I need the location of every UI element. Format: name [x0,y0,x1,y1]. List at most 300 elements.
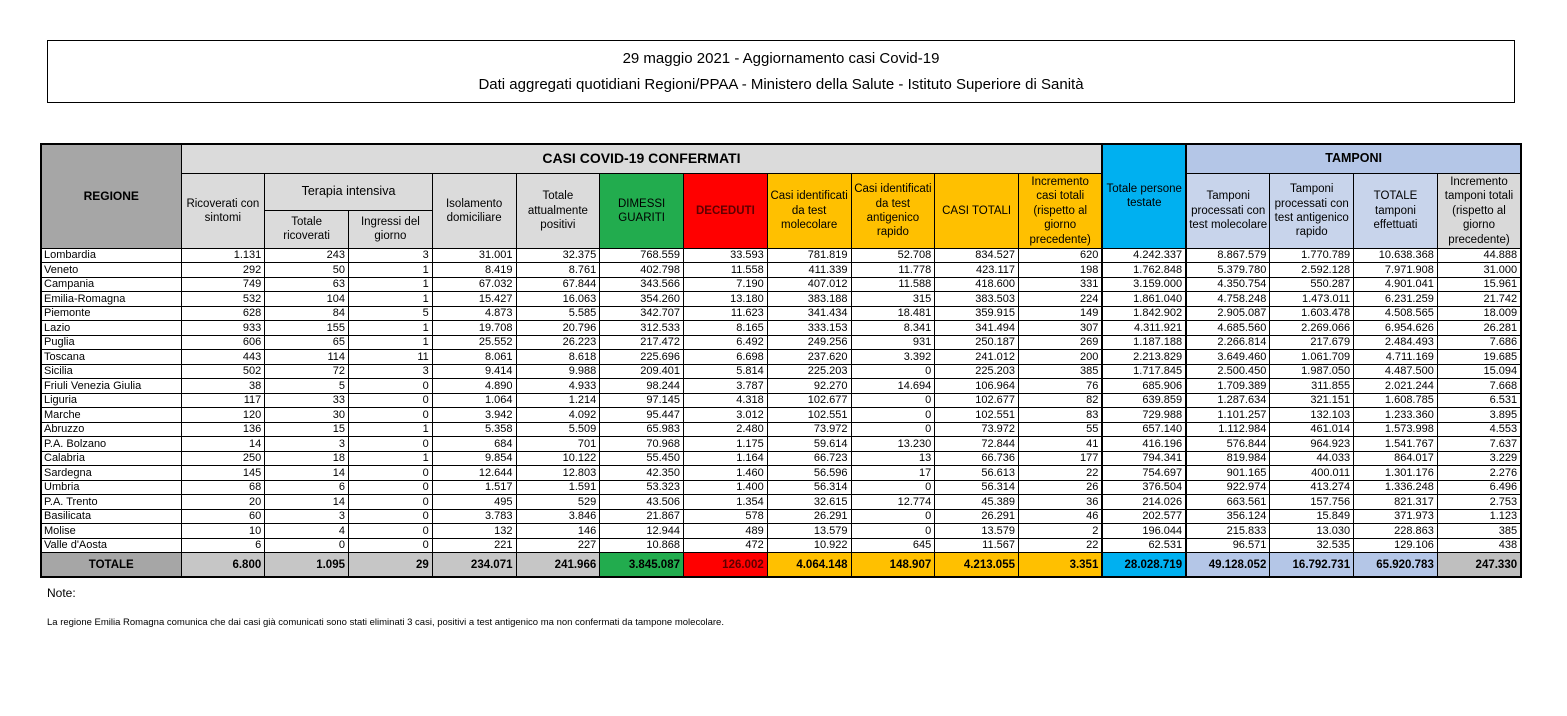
value-cell: 864.017 [1354,451,1438,466]
value-cell: 2 [1019,524,1103,539]
value-cell: 13.579 [767,524,851,539]
value-cell: 4.890 [432,379,516,394]
col-header-tamponi-antigenico: Tamponi processati con test antigenico rapido [1270,174,1354,249]
value-cell: 11.778 [851,263,935,278]
value-cell: 834.527 [935,248,1019,263]
value-cell: 4 [265,524,349,539]
value-cell: 32.615 [767,495,851,510]
value-cell: 1.301.176 [1354,466,1438,481]
table-row [41,248,1521,263]
value-cell: 3.649.460 [1186,350,1270,365]
value-cell: 214.026 [1102,495,1186,510]
value-cell: 2.500.450 [1186,364,1270,379]
value-cell: 620 [1019,248,1103,263]
value-cell: 149 [1019,306,1103,321]
value-cell: 495 [432,495,516,510]
region-name: Lazio [41,321,181,336]
value-cell: 418.600 [935,277,1019,292]
total-value-cell: 16.792.731 [1270,553,1354,578]
value-cell: 42.350 [600,466,684,481]
value-cell: 14.694 [851,379,935,394]
total-value-cell: 6.800 [181,553,265,578]
value-cell: 4.311.921 [1102,321,1186,336]
value-cell: 31.001 [432,248,516,263]
col-header-casi-totali: CASI TOTALI [935,174,1019,249]
value-cell: 438 [1437,538,1521,553]
value-cell: 1.608.785 [1354,393,1438,408]
value-cell: 52.708 [851,248,935,263]
value-cell: 4.873 [432,306,516,321]
value-cell: 104 [265,292,349,307]
value-cell: 1.354 [684,495,768,510]
value-cell: 66.723 [767,451,851,466]
value-cell: 44.033 [1270,451,1354,466]
value-cell: 14 [265,466,349,481]
value-cell: 70.968 [600,437,684,452]
table-row [41,408,1521,423]
value-cell: 7.971.908 [1354,263,1438,278]
value-cell: 41 [1019,437,1103,452]
value-cell: 1.709.389 [1186,379,1270,394]
report-title: 29 maggio 2021 - Aggiornamento casi Covid-19 [622,50,940,67]
value-cell: 354.260 [600,292,684,307]
value-cell: 7.668 [1437,379,1521,394]
value-cell: 32.535 [1270,538,1354,553]
value-cell: 198 [1019,263,1103,278]
value-cell: 20 [181,495,265,510]
value-cell: 3.846 [516,509,600,524]
group-header-terapia-intensiva: Terapia intensiva [265,174,433,211]
value-cell: 3.783 [432,509,516,524]
value-cell: 6.954.626 [1354,321,1438,336]
value-cell: 6 [181,538,265,553]
table-row [41,306,1521,321]
value-cell: 68 [181,480,265,495]
table-row [41,451,1521,466]
value-cell: 241.012 [935,350,1019,365]
region-name: Basilicata [41,509,181,524]
value-cell: 4.508.565 [1354,306,1438,321]
region-name: P.A. Trento [41,495,181,510]
value-cell: 82 [1019,393,1103,408]
value-cell: 819.984 [1186,451,1270,466]
value-cell: 0 [265,538,349,553]
col-header-isolamento: Isolamento domiciliare [432,174,516,249]
value-cell: 62.531 [1102,538,1186,553]
value-cell: 177 [1019,451,1103,466]
value-cell: 532 [181,292,265,307]
value-cell: 30 [265,408,349,423]
value-cell: 18 [265,451,349,466]
value-cell: 102.551 [935,408,1019,423]
value-cell: 96.571 [1186,538,1270,553]
value-cell: 1.064 [432,393,516,408]
region-name: Campania [41,277,181,292]
value-cell: 1 [349,292,433,307]
value-cell: 224 [1019,292,1103,307]
value-cell: 2.266.814 [1186,335,1270,350]
value-cell: 9.988 [516,364,600,379]
value-cell: 385 [1019,364,1103,379]
value-cell: 269 [1019,335,1103,350]
value-cell: 472 [684,538,768,553]
col-header-dimessi-guariti: DIMESSI GUARITI [600,174,684,249]
value-cell: 217.679 [1270,335,1354,350]
value-cell: 8.061 [432,350,516,365]
notes-section [47,586,724,628]
value-cell: 1.123 [1437,509,1521,524]
value-cell: 0 [349,480,433,495]
value-cell: 645 [851,538,935,553]
value-cell: 3.942 [432,408,516,423]
value-cell: 1 [349,321,433,336]
value-cell: 26.291 [767,509,851,524]
value-cell: 13.180 [684,292,768,307]
value-cell: 225.203 [935,364,1019,379]
value-cell: 46 [1019,509,1103,524]
value-cell: 606 [181,335,265,350]
value-cell: 657.140 [1102,422,1186,437]
value-cell: 3.895 [1437,408,1521,423]
value-cell: 3 [349,248,433,263]
value-cell: 95.447 [600,408,684,423]
value-cell: 10 [181,524,265,539]
value-cell: 22 [1019,538,1103,553]
value-cell: 1.603.478 [1270,306,1354,321]
value-cell: 416.196 [1102,437,1186,452]
value-cell: 4.711.169 [1354,350,1438,365]
value-cell: 38 [181,379,265,394]
value-cell: 13.030 [1270,524,1354,539]
value-cell: 155 [265,321,349,336]
value-cell: 202.577 [1102,509,1186,524]
value-cell: 6.231.259 [1354,292,1438,307]
value-cell: 4.318 [684,393,768,408]
value-cell: 17 [851,466,935,481]
value-cell: 1.233.360 [1354,408,1438,423]
value-cell: 343.566 [600,277,684,292]
col-header-ti-totale-ricoverati: Totale ricoverati [265,211,349,249]
value-cell: 26.281 [1437,321,1521,336]
value-cell: 18.481 [851,306,935,321]
value-cell: 768.559 [600,248,684,263]
value-cell: 60 [181,509,265,524]
table-row [41,538,1521,553]
value-cell: 19.685 [1437,350,1521,365]
value-cell: 1.460 [684,466,768,481]
value-cell: 4.350.754 [1186,277,1270,292]
value-cell: 1.517 [432,480,516,495]
value-cell: 383.503 [935,292,1019,307]
table-row [41,277,1521,292]
total-value-cell: 126.002 [684,553,768,578]
value-cell: 59.614 [767,437,851,452]
value-cell: 73.972 [935,422,1019,437]
value-cell: 2.276 [1437,466,1521,481]
value-cell: 102.677 [935,393,1019,408]
value-cell: 72 [265,364,349,379]
value-cell: 221 [432,538,516,553]
value-cell: 11.558 [684,263,768,278]
value-cell: 5.379.780 [1186,263,1270,278]
value-cell: 106.964 [935,379,1019,394]
region-name: Piemonte [41,306,181,321]
report-subtitle: Dati aggregati quotidiani Regioni/PPAA - Ministero della Salute - Istituto Superiore di Sanità [478,76,1084,93]
value-cell: 15.961 [1437,277,1521,292]
value-cell: 45.389 [935,495,1019,510]
col-header-casi-molecolare: Casi identificati da test molecolare [767,174,851,249]
region-name: Calabria [41,451,181,466]
value-cell: 200 [1019,350,1103,365]
value-cell: 0 [349,466,433,481]
value-cell: 4.242.337 [1102,248,1186,263]
value-cell: 964.923 [1270,437,1354,452]
value-cell: 1 [349,335,433,350]
value-cell: 14 [265,495,349,510]
value-cell: 84 [265,306,349,321]
region-name: Lombardia [41,248,181,263]
value-cell: 1.101.257 [1186,408,1270,423]
value-cell: 1 [349,263,433,278]
value-cell: 0 [851,509,935,524]
region-name: Sicilia [41,364,181,379]
total-value-cell: 1.095 [265,553,349,578]
value-cell: 383.188 [767,292,851,307]
region-name: Emilia-Romagna [41,292,181,307]
value-cell: 13.579 [935,524,1019,539]
value-cell: 12.774 [851,495,935,510]
value-cell: 21.867 [600,509,684,524]
value-cell: 102.551 [767,408,851,423]
value-cell: 98.244 [600,379,684,394]
group-header-casi-confermati: CASI COVID-19 CONFERMATI [181,144,1102,174]
value-cell: 6.698 [684,350,768,365]
table-row [41,335,1521,350]
value-cell: 333.153 [767,321,851,336]
value-cell: 550.287 [1270,277,1354,292]
value-cell: 0 [349,495,433,510]
table-row [41,480,1521,495]
value-cell: 0 [851,364,935,379]
value-cell: 685.906 [1102,379,1186,394]
value-cell: 12.803 [516,466,600,481]
value-cell: 639.859 [1102,393,1186,408]
region-name: Puglia [41,335,181,350]
value-cell: 3 [349,364,433,379]
value-cell: 225.696 [600,350,684,365]
value-cell: 1.175 [684,437,768,452]
col-header-ti-ingressi-giorno: Ingressi del giorno [349,211,433,249]
value-cell: 0 [349,379,433,394]
value-cell: 250 [181,451,265,466]
value-cell: 5.814 [684,364,768,379]
value-cell: 26.291 [935,509,1019,524]
value-cell: 8.867.579 [1186,248,1270,263]
value-cell: 55.450 [600,451,684,466]
value-cell: 225.203 [767,364,851,379]
value-cell: 31.000 [1437,263,1521,278]
value-cell: 14 [181,437,265,452]
value-cell: 0 [349,437,433,452]
col-header-incremento-tamponi: Incremento tamponi totali (rispetto al giorno precedente) [1437,174,1521,249]
value-cell: 209.401 [600,364,684,379]
value-cell: 0 [851,393,935,408]
value-cell: 20.796 [516,321,600,336]
value-cell: 2.753 [1437,495,1521,510]
value-cell: 157.756 [1270,495,1354,510]
value-cell: 13.230 [851,437,935,452]
value-cell: 1.762.848 [1102,263,1186,278]
value-cell: 1.842.902 [1102,306,1186,321]
total-value-cell: 29 [349,553,433,578]
value-cell: 1.187.188 [1102,335,1186,350]
value-cell: 1.336.248 [1354,480,1438,495]
value-cell: 16.063 [516,292,600,307]
value-cell: 6 [265,480,349,495]
value-cell: 0 [851,524,935,539]
value-cell: 413.274 [1270,480,1354,495]
value-cell: 7.190 [684,277,768,292]
value-cell: 4.487.500 [1354,364,1438,379]
value-cell: 385 [1437,524,1521,539]
value-cell: 2.480 [684,422,768,437]
col-header-ricoverati: Ricoverati con sintomi [181,174,265,249]
value-cell: 15.849 [1270,509,1354,524]
total-value-cell: 234.071 [432,553,516,578]
value-cell: 196.044 [1102,524,1186,539]
value-cell: 43.506 [600,495,684,510]
value-cell: 3.392 [851,350,935,365]
value-cell: 53.323 [600,480,684,495]
table-row [41,495,1521,510]
value-cell: 4.553 [1437,422,1521,437]
value-cell: 250.187 [935,335,1019,350]
value-cell: 129.106 [1354,538,1438,553]
table-row [41,422,1521,437]
value-cell: 56.314 [935,480,1019,495]
value-cell: 0 [349,408,433,423]
value-cell: 2.021.244 [1354,379,1438,394]
value-cell: 50 [265,263,349,278]
total-value-cell: 148.907 [851,553,935,578]
value-cell: 342.707 [600,306,684,321]
value-cell: 3 [265,509,349,524]
value-cell: 729.988 [1102,408,1186,423]
value-cell: 56.314 [767,480,851,495]
value-cell: 36 [1019,495,1103,510]
table-row [41,364,1521,379]
value-cell: 63 [265,277,349,292]
value-cell: 2.484.493 [1354,335,1438,350]
value-cell: 376.504 [1102,480,1186,495]
region-name: Umbria [41,480,181,495]
value-cell: 32.375 [516,248,600,263]
value-cell: 407.012 [767,277,851,292]
value-cell: 529 [516,495,600,510]
value-cell: 22 [1019,466,1103,481]
value-cell: 933 [181,321,265,336]
value-cell: 4.901.041 [1354,277,1438,292]
value-cell: 502 [181,364,265,379]
value-cell: 18.009 [1437,306,1521,321]
value-cell: 489 [684,524,768,539]
region-name: Abruzzo [41,422,181,437]
value-cell: 411.339 [767,263,851,278]
value-cell: 67.844 [516,277,600,292]
value-cell: 1.717.845 [1102,364,1186,379]
table-row [41,321,1521,336]
notes-label: Note: [47,586,76,600]
value-cell: 0 [349,393,433,408]
value-cell: 331 [1019,277,1103,292]
value-cell: 33.593 [684,248,768,263]
value-cell: 1 [349,277,433,292]
value-cell: 5 [349,306,433,321]
value-cell: 578 [684,509,768,524]
value-cell: 26 [1019,480,1103,495]
col-header-incremento-casi: Incremento casi totali (rispetto al giorno precedente) [1019,174,1103,249]
value-cell: 1.061.709 [1270,350,1354,365]
value-cell: 821.317 [1354,495,1438,510]
table-row [41,263,1521,278]
value-cell: 4.933 [516,379,600,394]
value-cell: 443 [181,350,265,365]
value-cell: 9.854 [432,451,516,466]
total-value-cell: 3.845.087 [600,553,684,578]
value-cell: 83 [1019,408,1103,423]
total-value-cell: 241.966 [516,553,600,578]
value-cell: 72.844 [935,437,1019,452]
value-cell: 55 [1019,422,1103,437]
value-cell: 237.620 [767,350,851,365]
total-label: TOTALE [41,553,181,578]
value-cell: 1.573.998 [1354,422,1438,437]
region-name: Marche [41,408,181,423]
value-cell: 56.613 [935,466,1019,481]
value-cell: 311.855 [1270,379,1354,394]
value-cell: 25.552 [432,335,516,350]
value-cell: 1.541.767 [1354,437,1438,452]
total-value-cell: 28.028.719 [1102,553,1186,578]
col-header-persone-testate: Totale persone testate [1102,144,1186,248]
value-cell: 10.638.368 [1354,248,1438,263]
region-name: Toscana [41,350,181,365]
col-header-tamponi-molecolare: Tamponi processati con test molecolare [1186,174,1270,249]
value-cell: 8.165 [684,321,768,336]
value-cell: 794.341 [1102,451,1186,466]
table-row [41,524,1521,539]
table-header [41,144,1521,248]
total-value-cell: 4.064.148 [767,553,851,578]
value-cell: 7.686 [1437,335,1521,350]
value-cell: 8.341 [851,321,935,336]
value-cell: 1.861.040 [1102,292,1186,307]
value-cell: 97.145 [600,393,684,408]
value-cell: 4.092 [516,408,600,423]
value-cell: 12.944 [600,524,684,539]
value-cell: 145 [181,466,265,481]
total-value-cell: 49.128.052 [1186,553,1270,578]
value-cell: 26.223 [516,335,600,350]
value-cell: 11.623 [684,306,768,321]
table-row [41,393,1521,408]
value-cell: 114 [265,350,349,365]
value-cell: 102.677 [767,393,851,408]
col-header-casi-antigenico: Casi identificati da test antigenico rapido [851,174,935,249]
value-cell: 15.094 [1437,364,1521,379]
value-cell: 781.819 [767,248,851,263]
value-cell: 67.032 [432,277,516,292]
